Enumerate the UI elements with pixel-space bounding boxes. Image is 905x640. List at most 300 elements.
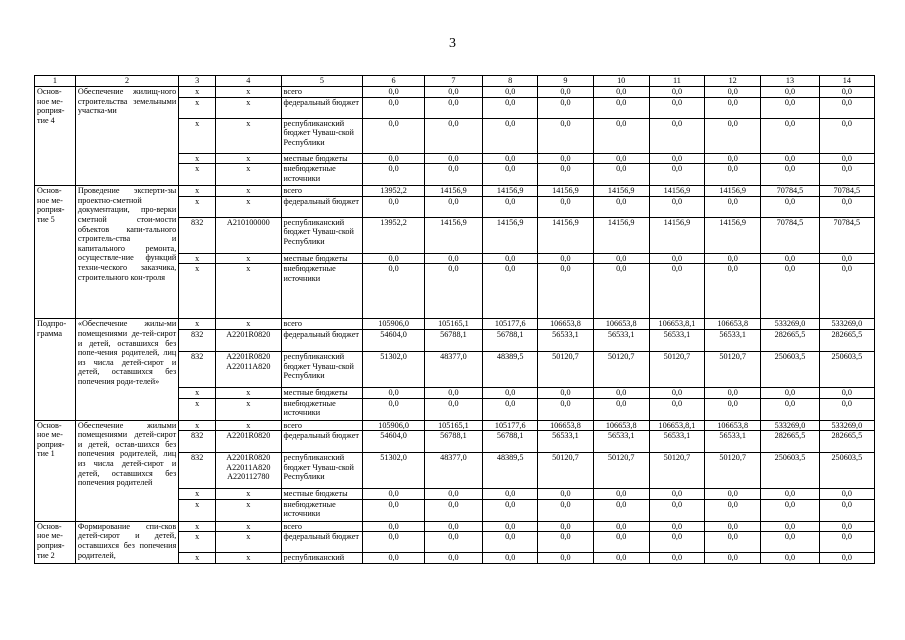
value-cell: 250603,5	[819, 351, 874, 387]
value-cell: 0,0	[705, 553, 761, 564]
value-cell: 0,0	[761, 164, 819, 186]
budget-code-cell: x	[216, 398, 281, 420]
value-cell: 0,0	[705, 264, 761, 319]
funding-source-cell: внебюджетные источники	[281, 398, 363, 420]
page-number: 3	[449, 36, 456, 51]
value-cell: 0,0	[483, 153, 538, 164]
value-cell: 56533,1	[705, 329, 761, 351]
value-cell: 105165,1	[424, 319, 482, 330]
responsible-code-cell: 832	[179, 351, 216, 387]
value-cell: 0,0	[819, 499, 874, 521]
value-cell: 50120,7	[538, 453, 593, 489]
value-cell: 0,0	[424, 521, 482, 532]
funding-source-cell: местные бюджеты	[281, 489, 363, 500]
value-cell: 105177,6	[483, 420, 538, 431]
value-cell: 0,0	[424, 164, 482, 186]
value-cell: 50120,7	[705, 453, 761, 489]
value-cell: 56533,1	[593, 431, 649, 453]
responsible-code-cell: x	[179, 398, 216, 420]
value-cell: 70784,5	[819, 186, 874, 197]
responsible-code-cell: x	[179, 164, 216, 186]
value-cell: 0,0	[363, 87, 424, 98]
value-cell: 0,0	[538, 97, 593, 118]
value-cell: 0,0	[705, 164, 761, 186]
value-cell: 0,0	[761, 253, 819, 264]
value-cell: 0,0	[363, 489, 424, 500]
value-cell: 56533,1	[649, 329, 704, 351]
value-cell: 0,0	[819, 97, 874, 118]
budget-code-cell: x	[216, 532, 281, 553]
value-cell: 0,0	[705, 253, 761, 264]
value-cell: 0,0	[483, 87, 538, 98]
value-cell: 0,0	[649, 489, 704, 500]
value-cell: 56533,1	[538, 431, 593, 453]
value-cell: 0,0	[761, 489, 819, 500]
value-cell: 0,0	[761, 153, 819, 164]
value-cell: 106653,8	[538, 319, 593, 330]
value-cell: 106653,8,1	[649, 319, 704, 330]
responsible-code-cell: 832	[179, 431, 216, 453]
budget-code-cell: А2201R0820	[216, 329, 281, 351]
responsible-code-cell: 832	[179, 453, 216, 489]
header-cell: 4	[216, 76, 281, 87]
table-row	[35, 87, 875, 98]
value-cell: 0,0	[538, 118, 593, 153]
value-cell: 106653,8	[705, 319, 761, 330]
value-cell: 0,0	[538, 253, 593, 264]
value-cell: 0,0	[538, 499, 593, 521]
budget-code-cell: А2201R0820 А22011А820 А220112780	[216, 453, 281, 489]
value-cell: 13952,2	[363, 217, 424, 253]
responsible-code-cell: x	[179, 153, 216, 164]
funding-source-cell: внебюджетные источники	[281, 164, 363, 186]
value-cell: 0,0	[538, 489, 593, 500]
value-cell: 13952,2	[363, 186, 424, 197]
value-cell: 0,0	[424, 253, 482, 264]
value-cell: 0,0	[483, 521, 538, 532]
value-cell: 106653,8	[593, 420, 649, 431]
value-cell: 0,0	[483, 532, 538, 553]
value-cell: 0,0	[424, 87, 482, 98]
value-cell: 0,0	[538, 387, 593, 398]
value-cell: 533269,0	[819, 420, 874, 431]
header-cell: 6	[363, 76, 424, 87]
value-cell: 105177,6	[483, 319, 538, 330]
value-cell: 0,0	[649, 387, 704, 398]
responsible-code-cell: 832	[179, 329, 216, 351]
section-label: Основ-ное ме-роприя-тие 1	[35, 420, 76, 521]
header-cell: 10	[593, 76, 649, 87]
value-cell: 56788,1	[424, 329, 482, 351]
value-cell: 105906,0	[363, 420, 424, 431]
value-cell: 0,0	[761, 553, 819, 564]
value-cell: 0,0	[424, 387, 482, 398]
value-cell: 0,0	[538, 153, 593, 164]
value-cell: 0,0	[363, 196, 424, 217]
funding-source-cell: федеральный бюджет	[281, 97, 363, 118]
value-cell: 0,0	[705, 87, 761, 98]
value-cell: 0,0	[593, 489, 649, 500]
value-cell: 0,0	[363, 164, 424, 186]
value-cell: 105906,0	[363, 319, 424, 330]
header-cell: 3	[179, 76, 216, 87]
value-cell: 48377,0	[424, 453, 482, 489]
value-cell: 51302,0	[363, 453, 424, 489]
budget-code-cell: x	[216, 186, 281, 197]
value-cell: 48389,5	[483, 351, 538, 387]
value-cell: 0,0	[819, 387, 874, 398]
value-cell: 0,0	[593, 153, 649, 164]
value-cell: 0,0	[483, 196, 538, 217]
value-cell: 0,0	[424, 97, 482, 118]
budget-code-cell: x	[216, 499, 281, 521]
value-cell: 0,0	[538, 164, 593, 186]
value-cell: 0,0	[705, 97, 761, 118]
value-cell: 0,0	[424, 532, 482, 553]
value-cell: 0,0	[649, 398, 704, 420]
responsible-code-cell: x	[179, 118, 216, 153]
value-cell: 0,0	[819, 164, 874, 186]
responsible-code-cell: x	[179, 196, 216, 217]
budget-code-cell: А210100000	[216, 217, 281, 253]
value-cell: 0,0	[819, 398, 874, 420]
value-cell: 0,0	[705, 521, 761, 532]
responsible-code-cell: x	[179, 532, 216, 553]
value-cell: 0,0	[705, 153, 761, 164]
budget-code-cell: x	[216, 489, 281, 500]
value-cell: 0,0	[649, 153, 704, 164]
value-cell: 56788,1	[424, 431, 482, 453]
value-cell: 282665,5	[819, 329, 874, 351]
value-cell: 0,0	[819, 153, 874, 164]
value-cell: 56788,1	[483, 431, 538, 453]
funding-source-cell: федеральный бюджет	[281, 532, 363, 553]
value-cell: 56533,1	[538, 329, 593, 351]
value-cell: 0,0	[483, 499, 538, 521]
value-cell: 0,0	[649, 532, 704, 553]
value-cell: 0,0	[761, 97, 819, 118]
value-cell: 14156,9	[424, 186, 482, 197]
section-description: «Обеспечение жилы-ми помещениями де-тей-сирот и детей, оставшихся без попе-чения родителей, лиц из числа детей-сирот и детей, оставшихся без попечения роди-телей»	[75, 319, 178, 420]
header-row	[35, 76, 875, 87]
value-cell: 50120,7	[705, 351, 761, 387]
value-cell: 56788,1	[483, 329, 538, 351]
funding-source-cell: всего	[281, 186, 363, 197]
funding-source-cell: всего	[281, 521, 363, 532]
table-row	[35, 319, 875, 330]
value-cell: 0,0	[761, 196, 819, 217]
budget-code-cell: x	[216, 521, 281, 532]
value-cell: 0,0	[538, 264, 593, 319]
value-cell: 0,0	[761, 532, 819, 553]
responsible-code-cell: x	[179, 253, 216, 264]
value-cell: 50120,7	[593, 351, 649, 387]
value-cell: 0,0	[819, 489, 874, 500]
value-cell: 0,0	[705, 387, 761, 398]
value-cell: 105165,1	[424, 420, 482, 431]
funding-source-cell: местные бюджеты	[281, 153, 363, 164]
funding-source-cell: местные бюджеты	[281, 253, 363, 264]
value-cell: 0,0	[483, 253, 538, 264]
responsible-code-cell: x	[179, 553, 216, 564]
section-label: Основ-ное ме-роприя-тие 2	[35, 521, 76, 563]
budget-code-cell: x	[216, 264, 281, 319]
value-cell: 0,0	[593, 499, 649, 521]
value-cell: 0,0	[424, 118, 482, 153]
funding-source-cell: внебюджетные источники	[281, 264, 363, 319]
value-cell: 14156,9	[483, 186, 538, 197]
value-cell: 0,0	[363, 387, 424, 398]
value-cell: 14156,9	[538, 186, 593, 197]
header-cell: 9	[538, 76, 593, 87]
value-cell: 0,0	[649, 264, 704, 319]
section-description: Проведение эксперти-зы проектно-сметной документации, про-верки сметной стои-мости объектов капи-тального строитель-ства и капитального ремонта, осуществле-ние функций техни-ческого заказчика, строительного кон-троля	[75, 186, 178, 319]
responsible-code-cell: x	[179, 387, 216, 398]
value-cell: 0,0	[819, 196, 874, 217]
value-cell: 0,0	[483, 164, 538, 186]
value-cell: 0,0	[593, 87, 649, 98]
responsible-code-cell: x	[179, 499, 216, 521]
value-cell: 0,0	[761, 521, 819, 532]
value-cell: 0,0	[363, 118, 424, 153]
value-cell: 533269,0	[761, 420, 819, 431]
value-cell: 14156,9	[593, 186, 649, 197]
value-cell: 14156,9	[483, 217, 538, 253]
value-cell: 0,0	[649, 553, 704, 564]
value-cell: 50120,7	[538, 351, 593, 387]
budget-code-cell: x	[216, 387, 281, 398]
value-cell: 0,0	[705, 489, 761, 500]
value-cell: 0,0	[705, 398, 761, 420]
value-cell: 0,0	[538, 532, 593, 553]
value-cell: 0,0	[483, 264, 538, 319]
value-cell: 0,0	[819, 87, 874, 98]
value-cell: 0,0	[424, 153, 482, 164]
value-cell: 70784,5	[819, 217, 874, 253]
value-cell: 0,0	[424, 489, 482, 500]
value-cell: 0,0	[819, 532, 874, 553]
header-cell: 14	[819, 76, 874, 87]
value-cell: 48377,0	[424, 351, 482, 387]
value-cell: 0,0	[483, 97, 538, 118]
value-cell: 0,0	[424, 264, 482, 319]
value-cell: 0,0	[538, 553, 593, 564]
value-cell: 0,0	[761, 398, 819, 420]
value-cell: 0,0	[649, 97, 704, 118]
value-cell: 0,0	[363, 253, 424, 264]
value-cell: 14156,9	[705, 186, 761, 197]
value-cell: 0,0	[363, 499, 424, 521]
value-cell: 0,0	[424, 196, 482, 217]
value-cell: 0,0	[593, 97, 649, 118]
value-cell: 56533,1	[649, 431, 704, 453]
value-cell: 106653,8	[538, 420, 593, 431]
value-cell: 14156,9	[424, 217, 482, 253]
value-cell: 0,0	[363, 153, 424, 164]
value-cell: 51302,0	[363, 351, 424, 387]
value-cell: 250603,5	[761, 351, 819, 387]
value-cell: 533269,0	[819, 319, 874, 330]
value-cell: 0,0	[363, 521, 424, 532]
funding-source-cell: федеральный бюджет	[281, 431, 363, 453]
responsible-code-cell: x	[179, 97, 216, 118]
responsible-code-cell: x	[179, 87, 216, 98]
value-cell: 0,0	[483, 489, 538, 500]
value-cell: 0,0	[761, 264, 819, 319]
value-cell: 0,0	[705, 118, 761, 153]
value-cell: 0,0	[538, 196, 593, 217]
section-label: Подпро-грамма	[35, 319, 76, 420]
funding-source-cell: республиканский бюджет Чуваш-ской Республики	[281, 217, 363, 253]
header-cell: 8	[483, 76, 538, 87]
value-cell: 0,0	[593, 521, 649, 532]
value-cell: 106653,8,1	[649, 420, 704, 431]
funding-source-cell: всего	[281, 87, 363, 98]
value-cell: 50120,7	[593, 453, 649, 489]
table-row	[35, 521, 875, 532]
budget-code-cell: x	[216, 153, 281, 164]
funding-source-cell: республиканский	[281, 553, 363, 564]
value-cell: 0,0	[761, 87, 819, 98]
funding-source-cell: всего	[281, 319, 363, 330]
responsible-code-cell: x	[179, 489, 216, 500]
value-cell: 50120,7	[649, 351, 704, 387]
value-cell: 0,0	[593, 532, 649, 553]
value-cell: 50120,7	[649, 453, 704, 489]
value-cell: 14156,9	[593, 217, 649, 253]
value-cell: 250603,5	[761, 453, 819, 489]
budget-code-cell: x	[216, 118, 281, 153]
funding-source-cell: внебюджетные источники	[281, 499, 363, 521]
value-cell: 0,0	[593, 387, 649, 398]
value-cell: 0,0	[424, 553, 482, 564]
header-cell: 13	[761, 76, 819, 87]
value-cell: 282665,5	[819, 431, 874, 453]
value-cell: 0,0	[649, 118, 704, 153]
budget-code-cell: x	[216, 253, 281, 264]
value-cell: 0,0	[649, 499, 704, 521]
section-label: Основ-ное ме-роприя-тие 5	[35, 186, 76, 319]
value-cell: 54604,0	[363, 431, 424, 453]
value-cell: 0,0	[819, 253, 874, 264]
value-cell: 0,0	[538, 87, 593, 98]
value-cell: 14156,9	[705, 217, 761, 253]
value-cell: 0,0	[483, 118, 538, 153]
value-cell: 0,0	[819, 521, 874, 532]
header-cell: 11	[649, 76, 704, 87]
value-cell: 0,0	[363, 553, 424, 564]
value-cell: 0,0	[761, 387, 819, 398]
budget-code-cell: А2201R0820 А22011А820	[216, 351, 281, 387]
value-cell: 0,0	[593, 553, 649, 564]
value-cell: 0,0	[761, 118, 819, 153]
budget-code-cell: x	[216, 196, 281, 217]
header-cell: 7	[424, 76, 482, 87]
value-cell: 56533,1	[705, 431, 761, 453]
value-cell: 0,0	[649, 164, 704, 186]
responsible-code-cell: x	[179, 420, 216, 431]
budget-code-cell: x	[216, 319, 281, 330]
funding-source-cell: республиканский бюджет Чуваш-ской Республики	[281, 453, 363, 489]
value-cell: 0,0	[424, 499, 482, 521]
value-cell: 0,0	[819, 118, 874, 153]
value-cell: 56533,1	[593, 329, 649, 351]
table-body	[35, 76, 875, 564]
value-cell: 0,0	[593, 164, 649, 186]
value-cell: 533269,0	[761, 319, 819, 330]
value-cell: 14156,9	[538, 217, 593, 253]
funding-source-cell: республиканский бюджет Чуваш-ской Республики	[281, 351, 363, 387]
responsible-code-cell: x	[179, 264, 216, 319]
value-cell: 0,0	[649, 521, 704, 532]
value-cell: 0,0	[819, 553, 874, 564]
value-cell: 0,0	[819, 264, 874, 319]
value-cell: 0,0	[363, 97, 424, 118]
funding-source-cell: федеральный бюджет	[281, 329, 363, 351]
funding-source-cell: местные бюджеты	[281, 387, 363, 398]
header-cell: 2	[75, 76, 178, 87]
funding-source-cell: всего	[281, 420, 363, 431]
value-cell: 70784,5	[761, 217, 819, 253]
value-cell: 0,0	[363, 264, 424, 319]
value-cell: 250603,5	[819, 453, 874, 489]
value-cell: 14156,9	[649, 186, 704, 197]
value-cell: 282665,5	[761, 431, 819, 453]
header-cell: 12	[705, 76, 761, 87]
budget-code-cell: x	[216, 164, 281, 186]
value-cell: 0,0	[649, 87, 704, 98]
funding-source-cell: федеральный бюджет	[281, 196, 363, 217]
responsible-code-cell: x	[179, 186, 216, 197]
budget-code-cell: x	[216, 97, 281, 118]
value-cell: 106653,8	[593, 319, 649, 330]
value-cell: 0,0	[705, 499, 761, 521]
value-cell: 48389,5	[483, 453, 538, 489]
value-cell: 0,0	[483, 553, 538, 564]
value-cell: 0,0	[483, 387, 538, 398]
value-cell: 0,0	[593, 196, 649, 217]
value-cell: 0,0	[593, 253, 649, 264]
header-cell: 5	[281, 76, 363, 87]
responsible-code-cell: x	[179, 521, 216, 532]
value-cell: 0,0	[538, 398, 593, 420]
value-cell: 0,0	[649, 253, 704, 264]
value-cell: 0,0	[483, 398, 538, 420]
value-cell: 70784,5	[761, 186, 819, 197]
value-cell: 0,0	[593, 398, 649, 420]
value-cell: 0,0	[593, 118, 649, 153]
responsible-code-cell: 832	[179, 217, 216, 253]
value-cell: 0,0	[705, 196, 761, 217]
value-cell: 0,0	[761, 499, 819, 521]
section-label: Основ-ное ме-роприя-тие 4	[35, 87, 76, 186]
table-row	[35, 420, 875, 431]
responsible-code-cell: x	[179, 319, 216, 330]
budget-code-cell: x	[216, 553, 281, 564]
value-cell: 0,0	[705, 532, 761, 553]
section-description: Обеспечение жилыми помещениями детей-сирот и детей, остав-шихся без попечения родителей, лиц из числа детей-сирот и детей, оставшихся без попечения родителей	[75, 420, 178, 521]
value-cell: 282665,5	[761, 329, 819, 351]
section-description: Формирование спи-сков детей-сирот и детей, оставшихся без попечения родителей,	[75, 521, 178, 563]
budget-table	[34, 75, 875, 564]
table-row	[35, 186, 875, 197]
value-cell: 0,0	[649, 196, 704, 217]
budget-code-cell: x	[216, 420, 281, 431]
budget-code-cell: А2201R0820	[216, 431, 281, 453]
value-cell: 106653,8	[705, 420, 761, 431]
section-description: Обеспечение жилищ-ного строительства земельными участка-ми	[75, 87, 178, 186]
value-cell: 54604,0	[363, 329, 424, 351]
